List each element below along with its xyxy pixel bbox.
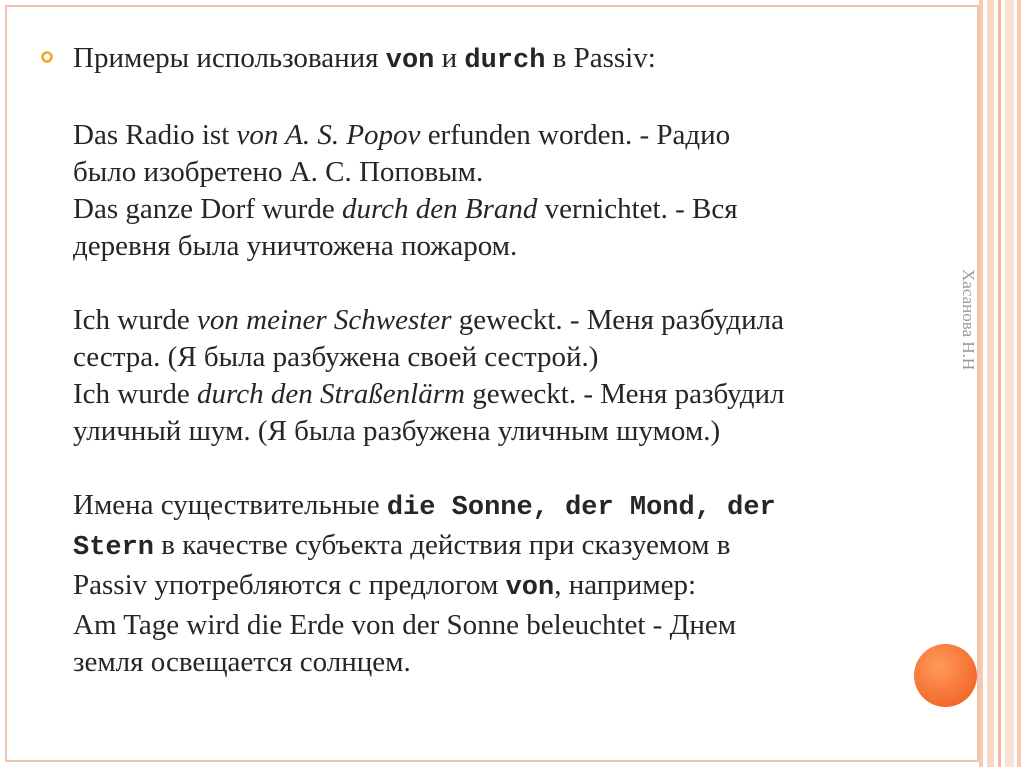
author-label: Хасанова Н.Н <box>959 269 978 371</box>
stripe <box>1005 0 1014 767</box>
text: Ich wurde <box>73 378 198 410</box>
note-paragraph <box>48 487 948 681</box>
slide-body <box>48 40 948 681</box>
text: erfunden worden. - Радио <box>420 119 731 151</box>
stripe <box>1017 0 1021 767</box>
example-1 <box>48 117 948 191</box>
example-3 <box>48 302 948 376</box>
italic-phrase: durch den Brand <box>341 193 538 225</box>
stripe <box>979 0 983 767</box>
text: Das Radio ist <box>73 119 237 151</box>
ring-bullet-icon <box>40 50 54 64</box>
text: Das ganze Dorf wurde <box>73 193 342 225</box>
text: земля освещается солнцем. <box>73 646 411 678</box>
spacer <box>48 265 948 302</box>
italic-phrase: von A. S. Popov <box>236 119 421 151</box>
italic-phrase: von meiner Schwester <box>197 304 452 336</box>
text: в Passiv: <box>545 42 656 74</box>
spacer <box>48 450 948 487</box>
text: и <box>434 42 465 74</box>
text: geweckt. - Меня разбудил <box>464 378 785 410</box>
text: vernichtet. - Вся <box>537 193 738 225</box>
text: , например: <box>554 569 697 601</box>
text: было изобретено А. С. Поповым. <box>73 156 484 188</box>
text: Am Tage wird die Erde von der Sonne beleuchtet - Днем <box>73 609 737 641</box>
italic-phrase: durch den Straßenlärm <box>197 378 465 410</box>
intro-line <box>48 40 948 80</box>
stripe <box>998 0 1001 767</box>
spacer <box>48 80 948 117</box>
bold-term: Stern <box>73 533 155 563</box>
text: сестра. (Я была разбужена своей сестрой.) <box>73 341 599 373</box>
example-2 <box>48 191 948 265</box>
text: geweckt. - Меня разбудила <box>451 304 784 336</box>
example-4 <box>48 376 948 450</box>
text: Ich wurde <box>73 304 198 336</box>
text: Passiv употребляются с предлогом <box>73 569 506 601</box>
text: в качестве субъекта действия при сказуемом в <box>154 529 731 561</box>
text: Примеры использования <box>73 42 386 74</box>
bold-term: von <box>505 573 555 603</box>
text: деревня была уничтожена пожаром. <box>73 230 518 262</box>
text: Имена существительные <box>73 489 387 521</box>
text: уличный шум. (Я была разбужена уличным шумом.) <box>73 415 721 447</box>
decorative-stripes <box>979 0 1024 767</box>
bold-term: die Sonne, der Mond, der <box>386 493 776 523</box>
stripe <box>987 0 994 767</box>
decorative-circle <box>914 644 977 707</box>
bold-term: von <box>385 46 435 76</box>
bold-term: durch <box>464 46 546 76</box>
